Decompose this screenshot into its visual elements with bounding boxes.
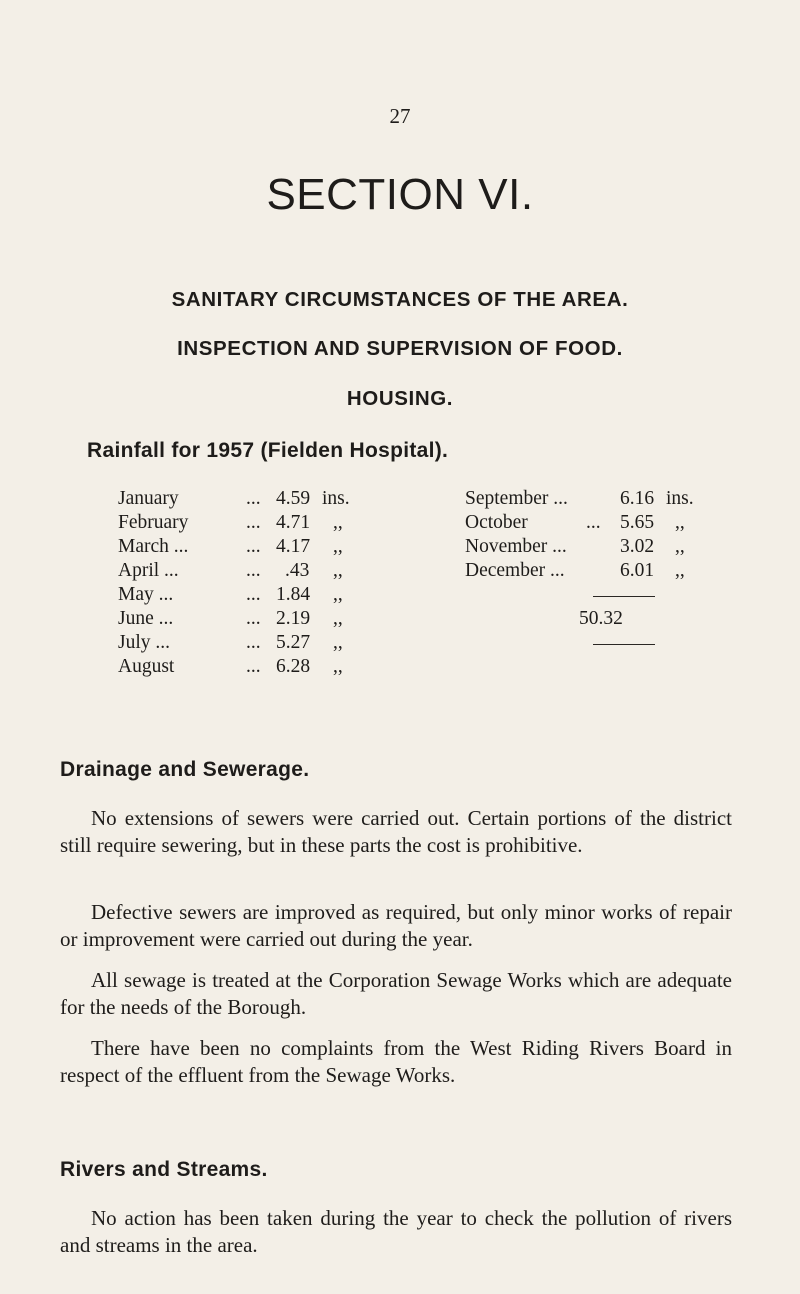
- rainfall-value: 4.17: [276, 536, 311, 557]
- rainfall-value: 6.16: [620, 488, 655, 509]
- month-label: September ...: [465, 488, 568, 509]
- leader-dots: ...: [246, 608, 261, 629]
- month-label: December ...: [465, 560, 565, 581]
- month-label: January: [118, 488, 179, 509]
- leader-dots: ...: [586, 512, 601, 533]
- rainfall-value: 3.02: [620, 536, 655, 557]
- ditto-mark: ,,: [333, 512, 343, 533]
- rivers-heading: Rivers and Streams.: [60, 1158, 268, 1181]
- total-rule-top: [593, 596, 655, 597]
- drainage-paragraph: There have been no complaints from the West Riding Rivers Board in respect of the effluent from the Sewage Works.: [60, 1036, 732, 1087]
- rainfall-total: 50.32: [579, 608, 623, 629]
- ditto-mark: ,,: [333, 536, 343, 557]
- rainfall-value: 5.27: [276, 632, 311, 653]
- rainfall-value: 6.28: [276, 656, 311, 677]
- rainfall-value: 1.84: [276, 584, 311, 605]
- unit-label: ins.: [666, 488, 694, 509]
- rainfall-value: 5.65: [620, 512, 655, 533]
- drainage-paragraph: All sewage is treated at the Corporation Sewage Works which are adequate for the needs of the Borough.: [60, 968, 732, 1019]
- page-number: 27: [389, 104, 411, 128]
- leader-dots: ...: [246, 632, 261, 653]
- unit-label: ins.: [322, 488, 350, 509]
- month-label: February: [118, 512, 189, 533]
- month-label: June ...: [118, 608, 174, 629]
- month-label: April ...: [118, 560, 179, 581]
- ditto-mark: ,,: [675, 512, 685, 533]
- ditto-mark: ,,: [333, 632, 343, 653]
- ditto-mark: ,,: [333, 560, 343, 581]
- month-label: July ...: [118, 632, 171, 653]
- ditto-mark: ,,: [333, 584, 343, 605]
- month-label: August: [118, 656, 175, 677]
- heading-sanitary-circumstances: SANITARY CIRCUMSTANCES OF THE AREA.: [171, 288, 629, 311]
- ditto-mark: ,,: [675, 536, 685, 557]
- heading-food-inspection: INSPECTION AND SUPERVISION OF FOOD.: [177, 337, 623, 360]
- rainfall-title: Rainfall for 1957 (Fielden Hospital).: [87, 439, 449, 462]
- rainfall-value: 6.01: [620, 560, 655, 581]
- leader-dots: ...: [246, 656, 261, 677]
- ditto-mark: ,,: [333, 656, 343, 677]
- total-rule-bottom: [593, 644, 655, 645]
- leader-dots: ...: [246, 560, 261, 581]
- ditto-mark: ,,: [675, 560, 685, 581]
- month-label: October: [465, 512, 528, 533]
- heading-housing: HOUSING.: [346, 387, 454, 410]
- month-label: May ...: [118, 584, 174, 605]
- drainage-paragraph: Defective sewers are improved as required, but only minor works of repair or improvement were carried out during the year.: [60, 900, 732, 951]
- month-label: November ...: [465, 536, 567, 557]
- leader-dots: ...: [246, 488, 261, 509]
- rivers-paragraph: No action has been taken during the year to check the pollution of rivers and streams in the area.: [60, 1206, 732, 1257]
- section-title: SECTION VI.: [266, 170, 534, 219]
- drainage-heading: Drainage and Sewerage.: [60, 758, 310, 781]
- rainfall-value: 4.59: [276, 488, 311, 509]
- rainfall-value: 2.19: [276, 608, 311, 629]
- rainfall-value: 4.71: [276, 512, 311, 533]
- leader-dots: ...: [246, 512, 261, 533]
- ditto-mark: ,,: [333, 608, 343, 629]
- drainage-paragraph: No extensions of sewers were carried out. Certain portions of the district still require sewering, but in these parts the cost is prohibitive.: [60, 806, 732, 857]
- rainfall-value: .43: [285, 560, 310, 581]
- month-label: March ...: [118, 536, 189, 557]
- leader-dots: ...: [246, 584, 261, 605]
- leader-dots: ...: [246, 536, 261, 557]
